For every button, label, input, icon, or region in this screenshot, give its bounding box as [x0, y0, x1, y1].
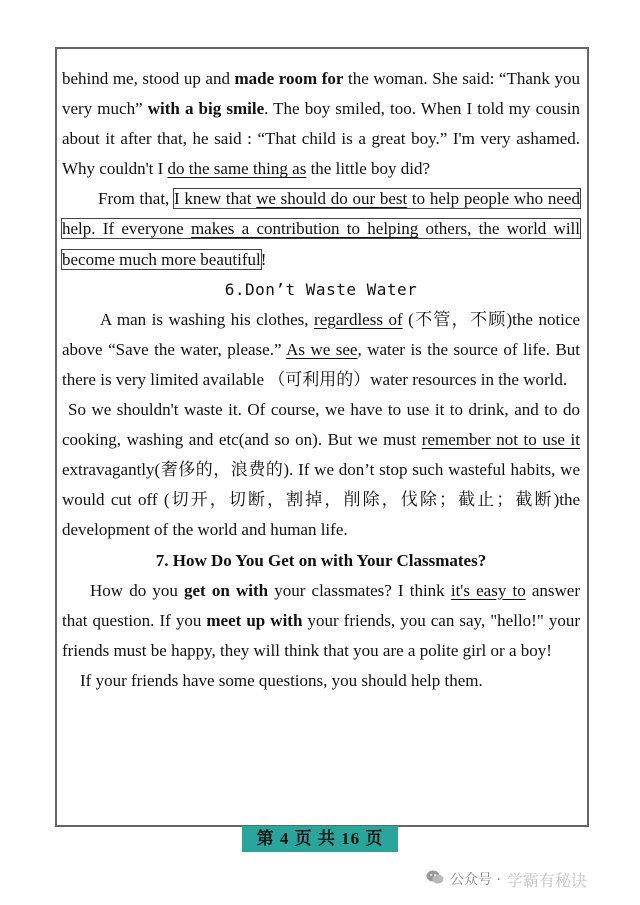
- text: extravagantly(奢侈的，浪费的). If we don’t stop such wasteful habits, we would cut off (切开，切断，割掉，削除，伐除；截止；截断)the development of the world and human life.: [62, 460, 580, 540]
- text: to help people who need help. If everyone: [62, 189, 580, 239]
- text: . The boy smiled, too. When I told my cousin about it after that, he said : “That child is a great boy.” I'm very ashamed. Why couldn't I: [62, 99, 580, 179]
- paragraph-4: [62, 395, 580, 545]
- watermark: [426, 866, 587, 892]
- wechat-icon: [426, 869, 444, 889]
- bold-phrase: meet up with: [206, 610, 303, 630]
- page-number-badge: 第 4 页 共 16 页: [242, 826, 398, 852]
- text: So we shouldn't waste it. Of course, we have to use it to drink, and to do cooking, washing and etc(and so on). But we must: [62, 400, 580, 450]
- bold-phrase: get on with: [184, 580, 269, 600]
- text: If your friends have some questions, you should help them.: [80, 670, 483, 690]
- underlined-phrase: makes a contribution to helping: [190, 219, 419, 239]
- underlined-phrase: regardless of: [314, 309, 403, 329]
- paragraph-2: [62, 184, 580, 274]
- text: your friends, you can say, "hello!" your friends must be happy, they will think that you are a polite girl or a boy!: [62, 610, 580, 660]
- text: !: [260, 249, 267, 269]
- text: How do you: [90, 580, 184, 600]
- bold-phrase: with a big smile: [147, 99, 265, 119]
- text: the little boy did?: [306, 159, 431, 179]
- text: your classmates? I think: [268, 580, 451, 600]
- text: others, the world will become much more beautiful: [62, 219, 581, 269]
- bold-phrase: made room for: [234, 69, 344, 88]
- paragraph-5: [62, 576, 580, 666]
- section-heading-6: 6.Don’t Waste Water: [224, 279, 418, 299]
- text: (不管，不顾)the notice above “Save the water, please.”: [62, 309, 580, 359]
- watermark-label: 公众号 ·: [450, 872, 501, 888]
- text: the woman. She said: “Thank you very much”: [62, 69, 580, 119]
- paragraph-3: [62, 305, 580, 395]
- underlined-phrase: remember not to use it: [421, 430, 580, 450]
- text: , water is the source of life. But there is very limited available （可利用的）water resources in the world.: [62, 339, 581, 389]
- text: I knew that: [174, 189, 257, 209]
- watermark-brand: 学霸有秘诀: [506, 870, 587, 890]
- paragraph-1: [62, 64, 580, 184]
- paragraph-6: [62, 666, 580, 696]
- document-body: [62, 64, 580, 696]
- text: A man is washing his clothes,: [100, 309, 315, 329]
- underlined-phrase: we should do our best: [256, 189, 408, 209]
- section-heading-7: 7. How Do You Get on with Your Classmates?: [155, 550, 487, 570]
- text: From that,: [98, 189, 175, 209]
- text: behind me, stood up and: [62, 69, 235, 88]
- text: answer that question. If you: [62, 580, 580, 630]
- underlined-phrase: do the same thing as: [167, 159, 307, 179]
- underlined-phrase: As we see: [286, 339, 358, 359]
- underlined-phrase: it's easy to: [450, 580, 526, 600]
